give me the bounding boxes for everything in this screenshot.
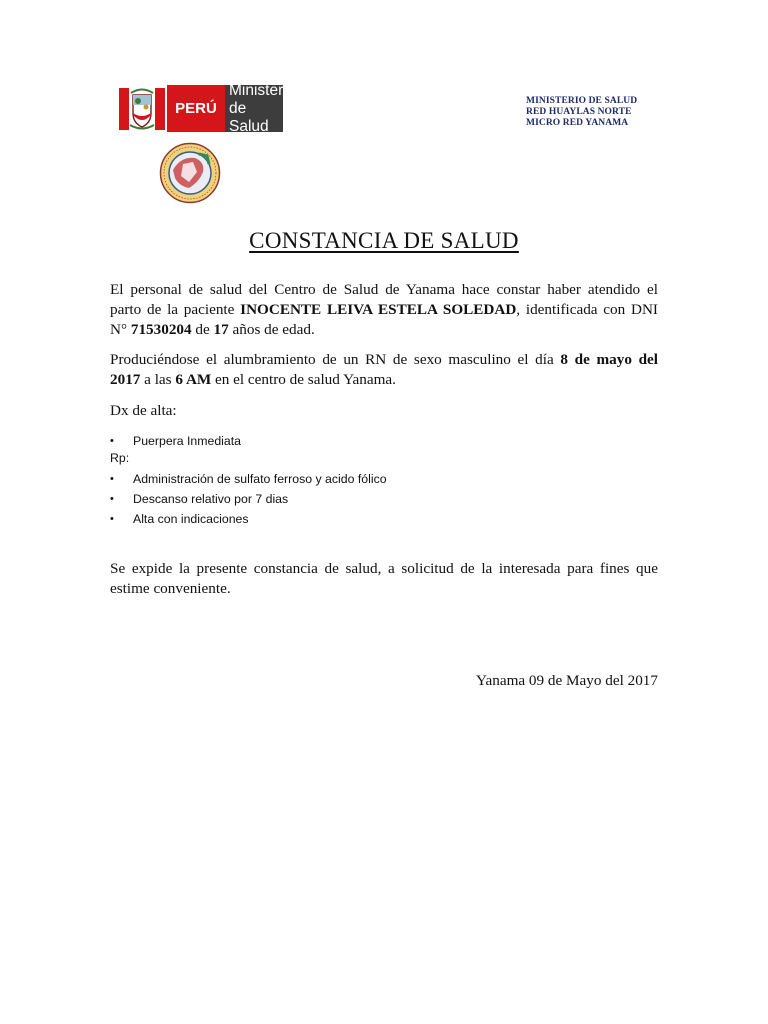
birth-date: 8 de mayo del <box>560 351 658 368</box>
text-run: N° <box>110 321 131 338</box>
paragraph-closing <box>110 559 658 599</box>
rp-item-text: Administración de sulfato ferroso y acido fólico <box>133 472 387 486</box>
org-line-red: RED HUAYLAS NORTE <box>526 107 632 117</box>
text-run: en el centro de salud Yanama. <box>211 371 396 388</box>
patient-dni: 71530204 <box>130 321 192 338</box>
bullet-icon: • <box>110 473 114 485</box>
ministerio-label-line2: de Salud <box>229 99 269 135</box>
paragraph-attention-line2 <box>110 300 658 320</box>
paragraph-closing-line1: Se expide la presente constancia de salud, a solicitud de la interesada para fines que <box>110 560 658 577</box>
patient-name: INOCENTE LEIVA ESTELA SOLEDAD <box>240 301 517 318</box>
peru-label: PERÚ <box>167 85 225 132</box>
document-date: Yanama 09 de Mayo del 2017 <box>476 672 658 689</box>
dx-item-text: Puerpera Inmediata <box>133 434 242 448</box>
bullet-icon: • <box>110 435 114 447</box>
paragraph-attention-line1: El personal de salud del Centro de Salud de Yanama hace constar haber atendido el <box>110 281 658 298</box>
document-title: CONSTANCIA DE SALUD <box>249 228 519 253</box>
text-run: años de edad. <box>228 321 315 338</box>
birth-time: 6 AM <box>175 371 212 388</box>
red-salud-seal-icon <box>159 142 221 204</box>
rp-item-text: Alta con indicaciones <box>133 512 249 526</box>
paragraph-attention <box>110 280 658 340</box>
bullet-icon: • <box>110 513 114 525</box>
org-header <box>526 96 637 129</box>
paragraph-birth-line1 <box>110 350 658 370</box>
patient-age: 17 <box>213 321 229 338</box>
ministerio-label-line1: Ministerio <box>229 81 296 99</box>
text-run: Produciéndose el alumbramiento de un RN de sexo masculino el día <box>110 351 561 368</box>
org-line-ministerio: MINISTERIO DE SALUD <box>526 96 638 106</box>
text-run: parto de la paciente <box>110 301 241 318</box>
ministerio-label <box>225 81 296 135</box>
rp-item-text: Descanso relativo por 7 dias <box>133 492 289 506</box>
rp-label: Rp: <box>110 451 130 465</box>
dx-label: Dx de alta: <box>110 402 177 419</box>
coat-of-arms-icon <box>117 85 167 132</box>
paragraph-birth-line2 <box>110 370 658 390</box>
birth-year: 2017 <box>110 371 141 388</box>
ministerio-logo <box>117 81 296 135</box>
text-run: a las <box>140 371 176 388</box>
org-line-microred: MICRO RED YANAMA <box>526 118 629 128</box>
bullet-icon: • <box>110 493 114 505</box>
text-run: de <box>191 321 214 338</box>
paragraph-birth <box>110 350 658 390</box>
paragraph-closing-line2: estime conveniente. <box>110 580 231 597</box>
text-run: , identificada con DNI <box>516 301 658 318</box>
paragraph-attention-line3 <box>110 320 658 340</box>
